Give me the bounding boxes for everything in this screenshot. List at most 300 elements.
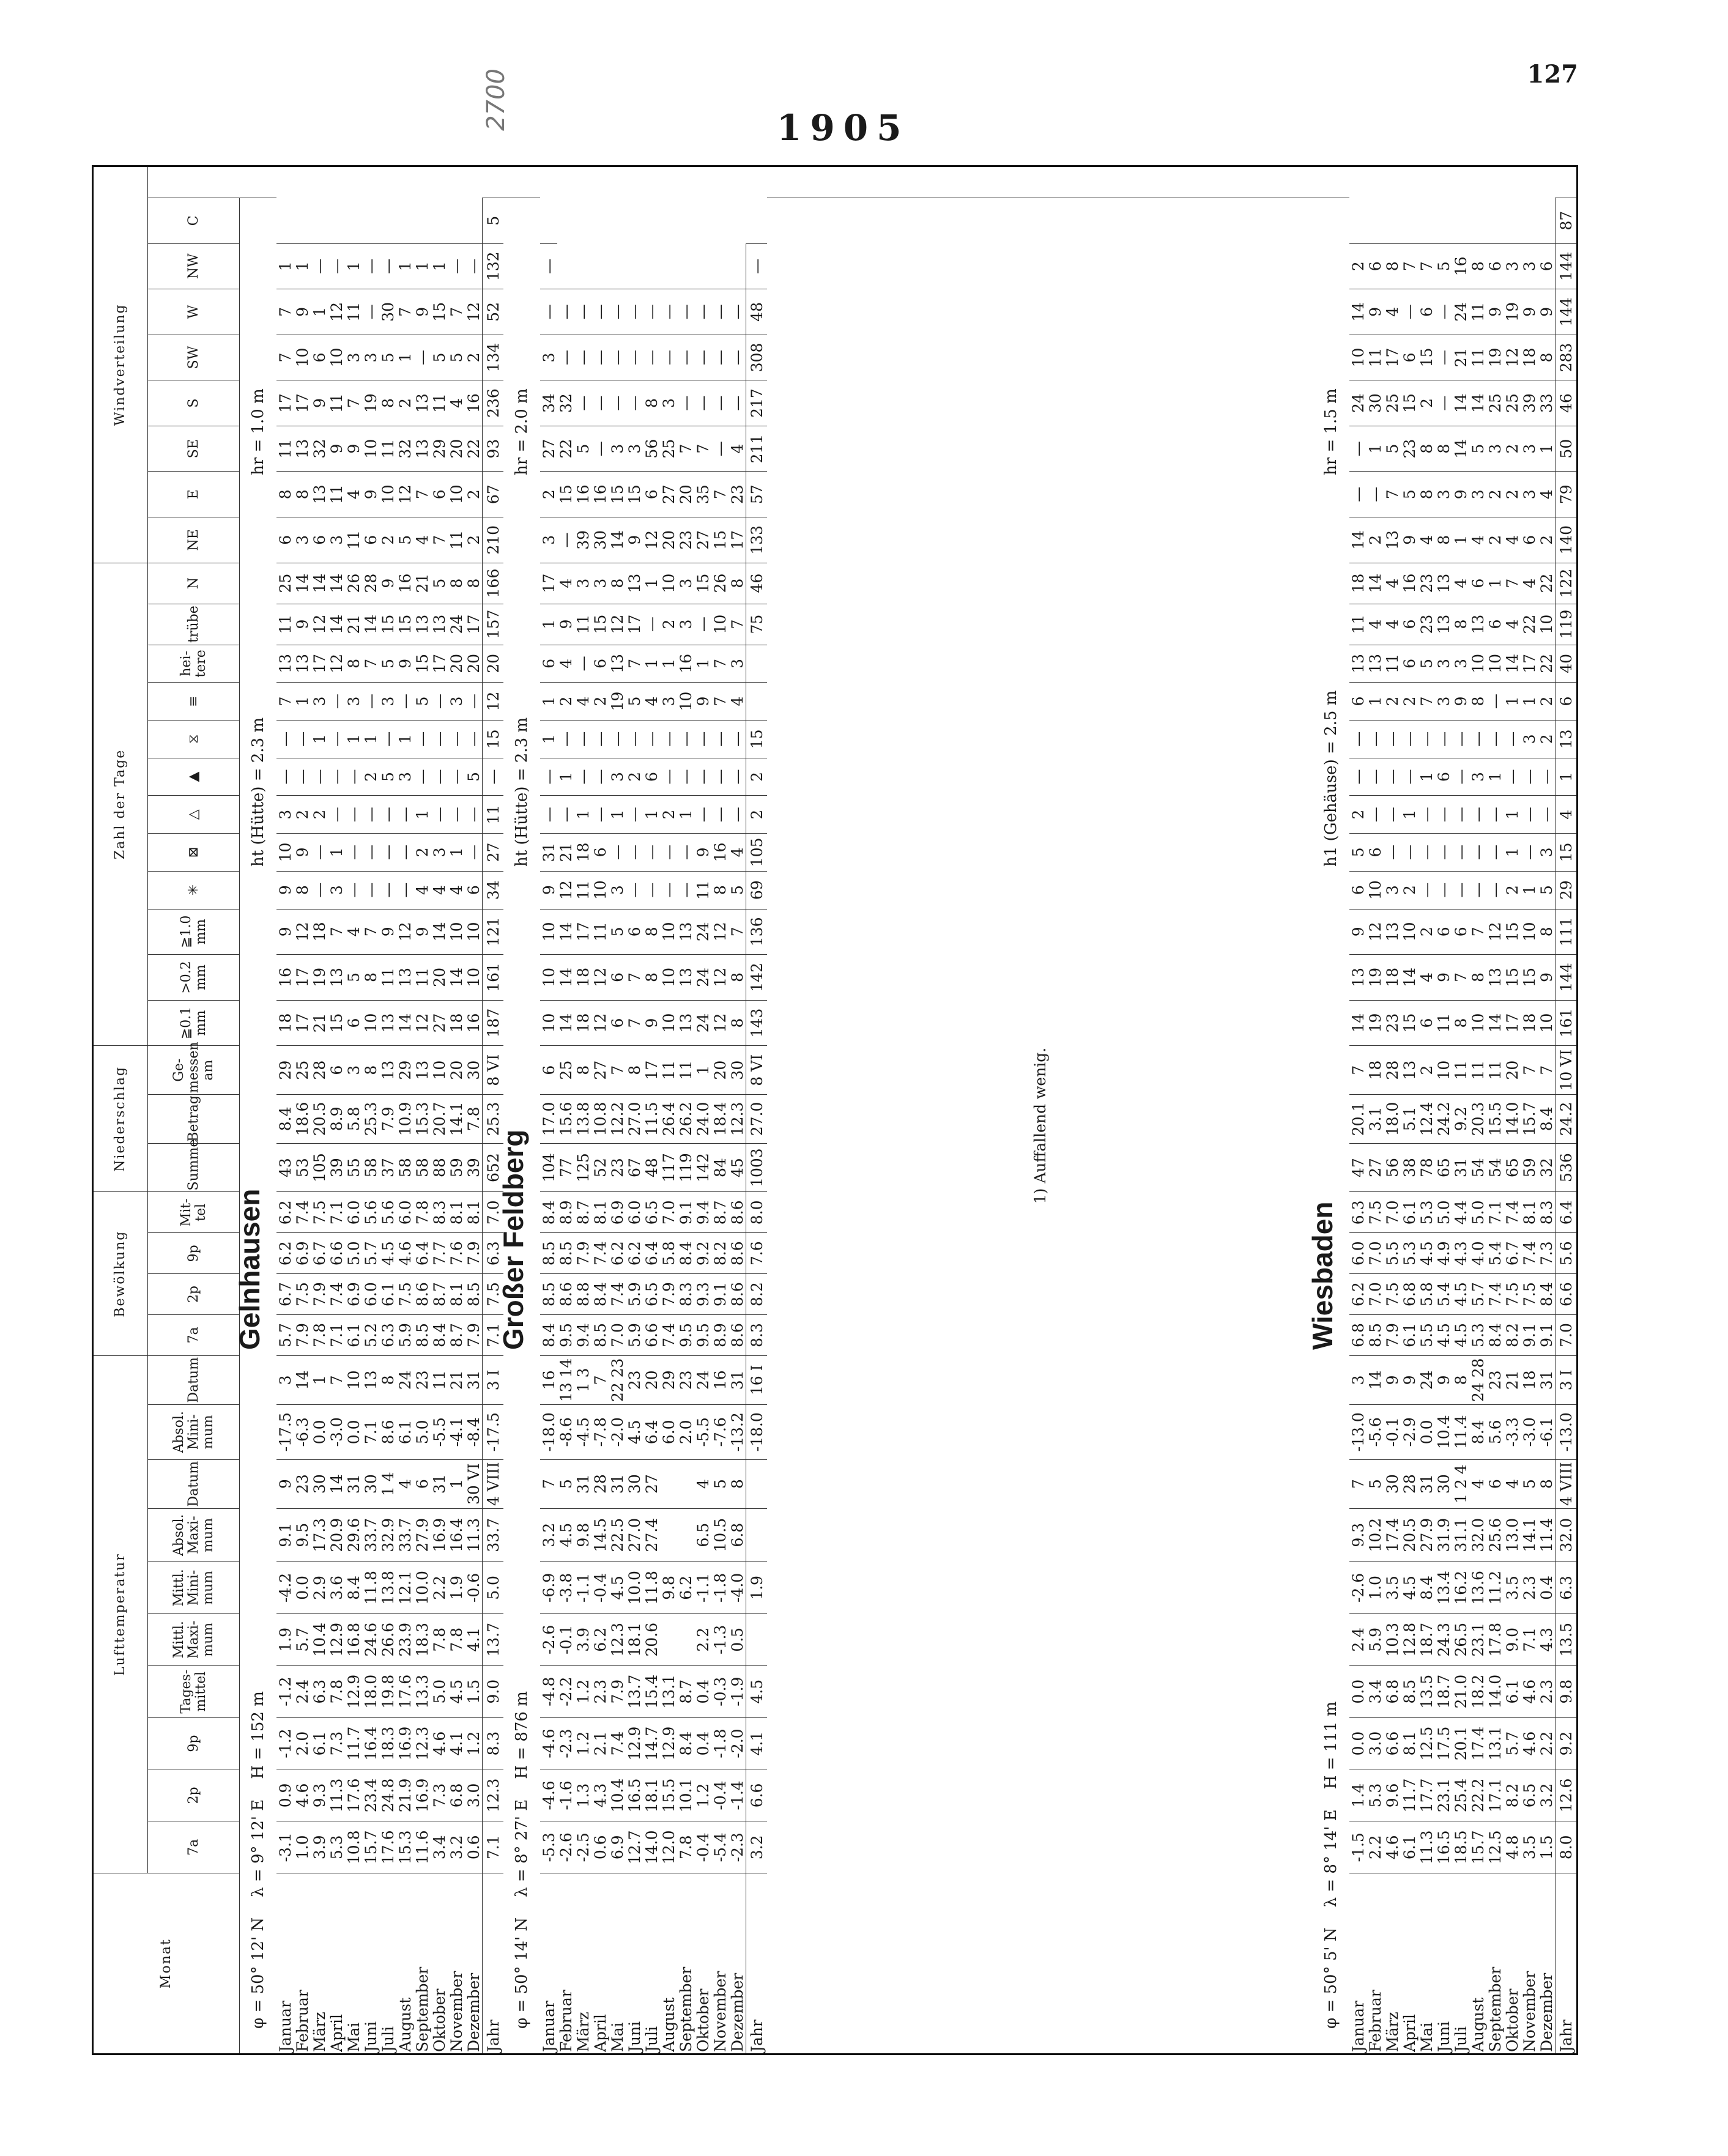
table-cell: — [591,426,609,472]
table-cell: 2.3 [591,1665,609,1717]
table-cell: 8 [729,563,746,604]
table-cell: 3 [379,683,396,721]
table-cell: — [1401,289,1418,335]
table-cell: 14 [362,604,379,645]
table-cell: 48 [746,289,768,335]
table-cell: 14.7 [643,1717,660,1769]
table-cell: 22 23 [609,1355,626,1404]
table-cell: 121 [483,909,504,955]
table-cell: 33.7 [362,1508,379,1561]
table-cell: 3.0 [1366,1717,1384,1769]
table-cell: -7.8 [591,1404,609,1459]
table-cell: 8.7 [431,1274,448,1315]
table-cell: 15 [431,289,448,335]
table-cell: 13 [413,604,431,645]
subheader-t2: 2p [148,1769,240,1821]
table-cell: 21 [311,1000,328,1046]
subheader-W: W [148,289,240,335]
table-cell: 32.9 [379,1508,396,1561]
table-cell: — [465,720,483,758]
table-cell: 18.2 [1469,1665,1486,1717]
table-cell: 28 [1384,1046,1401,1095]
table-cell: 8 [1538,909,1556,955]
table-cell: — [1349,758,1366,796]
subheader-E: E [148,472,240,517]
table-row [465,166,483,2054]
table-row [413,166,431,2054]
table-cell: 10.2 [1366,1508,1384,1561]
table-cell: 7.7 [431,1233,448,1274]
subheader-mittel: Mit-tel [148,1192,240,1233]
table-cell: -2.6 [557,1821,574,1873]
table-cell: 1 [413,243,431,289]
table-cell: 8 [1435,426,1452,472]
subheader-SW: SW [148,335,240,380]
table-cell: 5 [465,758,483,796]
table-cell: 6 [609,1000,626,1046]
subheader-hagel: △ [148,796,240,834]
table-cell: 2 [413,834,431,872]
table-cell: 14 [294,1355,311,1404]
table-cell: 6 [626,909,643,955]
table-row [1435,166,1452,2054]
table-cell: 143 [746,1000,768,1046]
table-cell: 7 [609,1046,626,1095]
table-cell: 4.9 [1435,1233,1452,1274]
table-cell: 67 [483,472,504,517]
table-cell: 4 [557,645,574,683]
table-cell: 4 [1452,563,1469,604]
table-cell: 5.3 [328,1821,345,1873]
table-cell: 6.5 [694,1508,711,1561]
table-cell: 27.9 [1418,1508,1435,1561]
table-cell: 8 [643,380,660,426]
table-cell: 13 [1384,517,1401,563]
table-row [294,166,311,2054]
table-cell: -0.4 [694,1821,711,1873]
table-cell: 11 [483,796,504,834]
table-cell: 142 [694,1143,711,1192]
table-cell: 1 [1521,871,1538,909]
table-cell: 45 [729,1143,746,1192]
table-cell: 5 [379,645,396,683]
table-cell: 6.7 [311,1233,328,1274]
table-cell: 84 [711,1143,729,1192]
table-cell: 1 [540,683,557,721]
table-cell: 3 [540,517,557,563]
jahr-label: Jahr [746,1873,768,2054]
table-cell: — [328,796,345,834]
table-cell: 18 [448,1000,465,1046]
table-cell: 15 [626,472,643,517]
table-cell: 8 [1469,955,1486,1001]
table-cell: 7.4 [609,1274,626,1315]
table-cell: 7.4 [294,1192,311,1233]
table-cell: 3 [1504,243,1521,289]
table-cell: 6.3 [1349,1192,1366,1233]
table-cell: 18.1 [626,1613,643,1665]
table-cell: 67 [626,1143,643,1192]
table-cell: 11 [328,380,345,426]
table-cell: 14 [1401,955,1418,1001]
table-cell: 11 [431,380,448,426]
table-cell: -0.6 [465,1561,483,1613]
table-cell: 9 [413,909,431,955]
table-cell: 8.1 [448,1274,465,1315]
station-header [240,166,277,2054]
table-cell: 6 [1401,335,1418,380]
table-cell: 7.8 [448,1613,465,1665]
table-cell: 10 [1469,645,1486,683]
table-cell: 11 [1469,335,1486,380]
table-cell: 9 [1538,289,1556,335]
table-cell: 9.3 [1349,1508,1366,1561]
table-cell: 11 [574,604,591,645]
table-cell: 2 [1486,517,1504,563]
month-label: August [396,1873,413,2054]
table-cell: 9 [396,645,413,683]
table-cell: 3.9 [574,1613,591,1665]
table-cell: — [1452,796,1469,834]
table-cell: 308 [746,335,768,380]
table-cell: 11.3 [1418,1821,1435,1873]
table-cell: 16 [711,834,729,872]
table-cell: 10.8 [345,1821,362,1873]
table-cell: 13 [626,563,643,604]
table-cell: 4.5 [609,1561,626,1613]
table-cell: — [711,426,729,472]
table-cell: 6 [311,335,328,380]
header-lufttemperatur: Lufttemperatur [93,1355,148,1873]
table-cell: 6 [345,1000,362,1046]
table-cell: -2.0 [729,1717,746,1769]
table-cell: 134 [483,335,504,380]
table-cell: 6 [1418,1000,1435,1046]
table-cell: — [379,871,396,909]
table-cell: 4.5 [1418,1233,1435,1274]
table-cell: 4 [448,871,465,909]
table-cell: 16.9 [413,1769,431,1821]
table-cell: 30 [626,1459,643,1508]
table-cell: — [626,335,643,380]
table-cell: 24 28 [1469,1355,1486,1404]
table-cell: 13 14 [557,1355,574,1404]
table-cell: 7 [626,955,643,1001]
subheader-NW: NW [148,243,240,289]
table-cell: 5.8 [660,1233,677,1274]
table-cell: 65 [1504,1143,1521,1192]
table-cell: 6.0 [660,1404,677,1459]
table-cell: — [660,335,677,380]
table-cell: 1.9 [276,1613,294,1665]
table-cell: 7 [677,426,694,472]
table-cell: 30 [311,1459,328,1508]
table-cell: 30 [465,1046,483,1095]
table-cell: 1 [396,720,413,758]
table-cell: 7.5 [1504,1274,1521,1315]
table-cell: -2.6 [1349,1561,1366,1613]
table-cell: 24.3 [1435,1613,1452,1665]
table-cell: 6.9 [294,1233,311,1274]
table-cell: 8.6 [729,1315,746,1356]
table-cell: 6.7 [1504,1233,1521,1274]
table-cell: — [1401,720,1418,758]
table-cell: 11 [1435,1000,1452,1046]
table-cell: 536 [1556,1143,1578,1192]
table-cell: 13 [1384,909,1401,955]
table-cell: 1 [660,645,677,683]
table-cell: 50 [1556,426,1578,472]
table-cell: 5 [609,909,626,955]
table-cell: 10 [294,335,311,380]
table-cell: 17 [431,645,448,683]
table-cell: -3.3 [1504,1404,1521,1459]
table-cell: 8.5 [591,1315,609,1356]
table-cell: 17 [729,517,746,563]
table-cell: — [643,335,660,380]
table-cell: 5 [557,1459,574,1508]
table-cell: 69 [746,871,768,909]
table-cell: 15 [1504,955,1521,1001]
table-cell: 17 [465,604,483,645]
table-cell: 119 [1556,604,1578,645]
table-cell: 30 [1366,380,1384,426]
table-cell: 10 [276,834,294,872]
table-cell: — [1384,720,1401,758]
table-cell: 10 [1401,909,1418,955]
table-cell: 2 [1418,909,1435,955]
table-cell: -3.0 [328,1404,345,1459]
table-cell: 2 [591,683,609,721]
table-cell: 14 [328,1459,345,1508]
table-cell: 3 [1521,472,1538,517]
table-cell: 10 [591,871,609,909]
table-cell: 14 [431,909,448,955]
table-cell: -17.5 [276,1404,294,1459]
table-cell: 9.6 [1384,1769,1401,1821]
year-total-row [483,166,504,2054]
table-cell: 7.0 [660,1192,677,1233]
table-cell: — [311,871,328,909]
table-cell: 5.1 [1401,1095,1418,1144]
table-cell: 11.4 [1538,1508,1556,1561]
table-cell: -5.5 [431,1404,448,1459]
table-cell: — [345,796,362,834]
table-cell: 8 [729,1000,746,1046]
table-cell: 17.6 [345,1769,362,1821]
table-cell: 4 [574,683,591,721]
table-cell: 7.0 [609,1315,626,1356]
table-cell: — [1521,834,1538,872]
table-cell: 16.5 [626,1769,643,1821]
table-cell: 21 [448,1355,465,1404]
table-cell: 5 [1469,426,1486,472]
table-cell: 7.4 [328,1274,345,1315]
table-cell: — [609,335,626,380]
table-cell: 1 [574,796,591,834]
table-cell: 25 [557,1046,574,1095]
table-cell: — [574,758,591,796]
table-cell: 8.0 [1556,1821,1578,1873]
table-cell: 7.4 [1504,1192,1521,1233]
table-cell: — [311,834,328,872]
table-cell: 1.4 [1349,1769,1366,1821]
table-cell: 8.5 [1401,1665,1418,1717]
table-cell: 5 [1349,834,1366,872]
table-cell: — [591,289,609,335]
table-cell: 27 [431,1000,448,1046]
table-cell: — [448,243,465,289]
table-cell: 2 [396,380,413,426]
table-cell: 4.6 [396,1233,413,1274]
table-row [609,166,626,2054]
table-cell: 5.9 [626,1315,643,1356]
table-cell: 3 [609,871,626,909]
table-cell: 20.6 [643,1613,660,1665]
table-cell: 9 [1452,472,1469,517]
table-cell: 20 [643,1355,660,1404]
table-cell: 2 [1486,472,1504,517]
table-cell: 9.1 [711,1274,729,1315]
table-cell: 12 [711,1000,729,1046]
table-cell: 7 [711,472,729,517]
subheader-N: N [148,563,240,604]
header-windverteilung: Windverteilung [93,166,148,563]
table-cell: 16 [465,1000,483,1046]
table-cell: 0.9 [276,1769,294,1821]
table-cell: — [294,758,311,796]
table-cell: 22 [1538,645,1556,683]
table-cell: 9 [311,380,328,426]
table-cell: 11.8 [643,1561,660,1613]
table-cell: 13 [413,380,431,426]
table-cell: 12 [396,472,413,517]
table-cell: 8 [1384,243,1401,289]
table-cell: 7.0 [1556,1315,1578,1356]
table-cell: 2 [1504,426,1521,472]
table-cell: — [294,720,311,758]
subheader-ge01: ≧0.1 mm [148,1000,240,1046]
table-cell: 17.5 [1435,1717,1452,1769]
table-cell: 12 [711,955,729,1001]
table-cell: 8.2 [711,1233,729,1274]
table-cell: 6 [328,1046,345,1095]
table-row [1418,166,1435,2054]
table-cell: 12 [643,517,660,563]
table-cell: 9 [294,834,311,872]
table-cell: 8 [711,871,729,909]
table-cell: 9.8 [574,1508,591,1561]
table-cell: 5 [396,517,413,563]
table-cell: 1 [643,645,660,683]
table-cell: 15 [609,472,626,517]
table-cell: 6 [465,871,483,909]
table-cell: — [448,720,465,758]
table-cell: 24.6 [362,1613,379,1665]
table-cell: 12.3 [729,1095,746,1144]
table-cell: 6.4 [1556,1192,1578,1233]
table-cell: 18.3 [379,1717,396,1769]
table-cell: 29 [431,426,448,472]
table-cell: 13.8 [379,1561,396,1613]
table-cell: 9.5 [557,1315,574,1356]
subheader-C: C [148,198,240,243]
table-cell: 8 [1538,1459,1556,1508]
table-cell: 27 [540,426,557,472]
table-cell: -18.0 [746,1404,768,1459]
year-heading: 1905 [777,107,910,149]
table-cell: — [328,243,345,289]
table-cell: 93 [483,426,504,472]
table-cell [660,1459,677,1508]
table-cell: — [379,720,396,758]
table-cell: 7 [276,335,294,380]
table-cell: 2 [746,796,768,834]
table-cell: — [328,683,345,721]
table-cell: — [1418,796,1435,834]
table-cell: 1003 [746,1143,768,1192]
table-cell: 16.4 [362,1717,379,1769]
table-cell: — [379,796,396,834]
table-cell: 30 [591,517,609,563]
table-cell: 3.5 [1384,1561,1401,1613]
table-cell: 7 [1452,955,1469,1001]
table-cell: 12.0 [660,1821,677,1873]
table-cell: 13.8 [574,1095,591,1144]
table-cell: 13 [609,645,626,683]
station-coords: φ = 50° 5' N λ = 8° 14' E H = 111 m [1322,1701,1340,2029]
table-cell: 8 [362,1046,379,1095]
table-cell: -1.2 [276,1665,294,1717]
month-label: Juli [379,1873,396,2054]
table-cell: 4 [1556,796,1578,834]
table-cell: 20.7 [431,1095,448,1144]
table-row [1538,166,1556,2054]
table-cell: 3 [609,758,626,796]
table-cell: 10 [465,909,483,955]
table-cell: 23.1 [1435,1769,1452,1821]
table-cell: 136 [746,909,768,955]
table-cell: 6.1 [1504,1665,1521,1717]
table-cell: 8 [643,955,660,1001]
table-cell: 16 [1401,563,1418,604]
table-cell: 34 [540,380,557,426]
table-cell: 10 [540,1000,557,1046]
table-cell: 3 [276,1355,294,1404]
table-cell: 27 [1366,1143,1384,1192]
table-cell: 47 [1349,1143,1366,1192]
table-cell: 6 [1486,604,1504,645]
table-cell: 6.1 [345,1315,362,1356]
table-cell: 15 [694,563,711,604]
table-cell [660,1613,677,1665]
table-cell: 5.3 [1469,1315,1486,1356]
table-cell: 23.1 [1469,1613,1486,1665]
table-cell: 19 [311,955,328,1001]
table-cell: 12 [711,909,729,955]
table-cell: 23 [294,1459,311,1508]
table-cell: — [1435,335,1452,380]
table-cell: 30 [729,1046,746,1095]
table-cell: 12.8 [1401,1613,1418,1665]
table-cell: 7.9 [379,1095,396,1144]
table-cell: 56 [1384,1143,1401,1192]
station-coords: φ = 50° 14' N λ = 8° 27' E H = 876 m [513,1691,531,2029]
table-cell: 8 [626,1046,643,1095]
table-cell: 10.9 [396,1095,413,1144]
table-cell: 14 [448,955,465,1001]
table-cell: 0.0 [1349,1717,1366,1769]
